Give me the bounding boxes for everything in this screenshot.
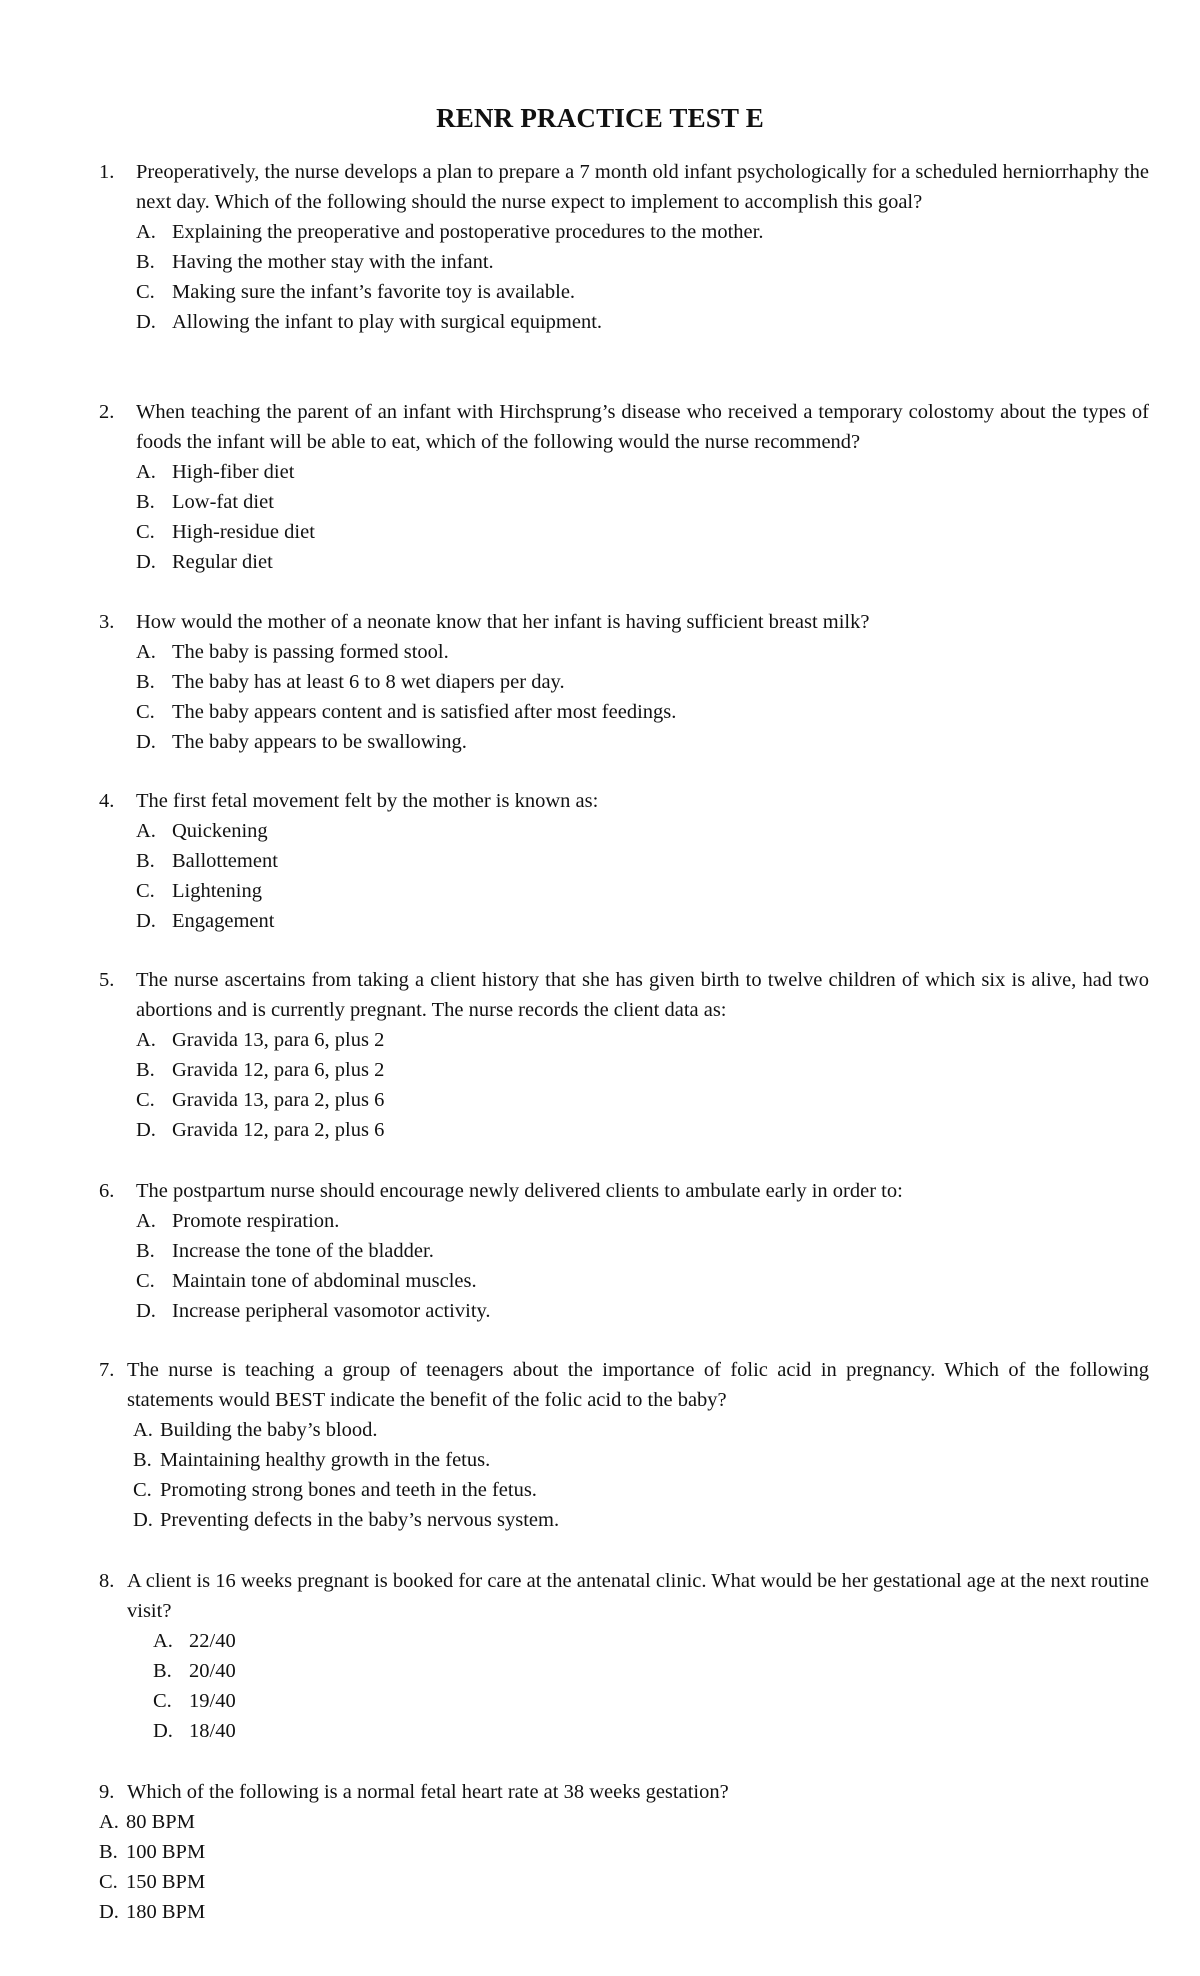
question-stem — [99, 1777, 1149, 1807]
option-text: 19/40 — [189, 1690, 236, 1712]
option-text: High-fiber diet — [172, 461, 295, 483]
question-4 — [99, 786, 1149, 936]
option-letter: B. — [153, 1660, 172, 1682]
option-a[interactable] — [99, 1206, 1149, 1236]
option-a[interactable] — [99, 1626, 1149, 1656]
question-number: 8. — [99, 1570, 115, 1592]
question-number: 2. — [99, 401, 115, 423]
option-letter: A. — [153, 1630, 173, 1652]
option-text: Gravida 13, para 2, plus 6 — [172, 1089, 385, 1111]
option-d[interactable] — [99, 547, 1149, 577]
question-stem — [99, 1566, 1149, 1626]
question-text: The first fetal movement felt by the mother is known as: — [136, 790, 599, 812]
option-letter: A. — [133, 1419, 153, 1441]
option-letter: C. — [136, 880, 155, 902]
option-c[interactable] — [99, 1686, 1149, 1716]
option-letter: C. — [133, 1479, 152, 1501]
option-c[interactable] — [99, 1085, 1149, 1115]
option-text: 18/40 — [189, 1720, 236, 1742]
question-stem — [99, 397, 1149, 457]
option-text: Gravida 12, para 2, plus 6 — [172, 1119, 385, 1141]
option-a[interactable] — [99, 457, 1149, 487]
option-letter: A. — [99, 1811, 119, 1833]
option-letter: B. — [136, 1240, 155, 1262]
question-1 — [99, 157, 1149, 337]
question-stem — [99, 1355, 1149, 1415]
option-text: The baby is passing formed stool. — [172, 641, 449, 663]
option-letter: C. — [136, 701, 155, 723]
option-letter: C. — [136, 521, 155, 543]
option-text: Increase peripheral vasomotor activity. — [172, 1300, 491, 1322]
option-b[interactable] — [99, 1656, 1149, 1686]
question-text: The postpartum nurse should encourage newly delivered clients to ambulate early in order to: — [136, 1180, 903, 1202]
option-text: Building the baby’s blood. — [160, 1419, 378, 1441]
option-letter: D. — [133, 1509, 153, 1531]
option-text: Lightening — [172, 880, 262, 902]
question-stem — [99, 157, 1149, 217]
option-d[interactable] — [99, 1716, 1149, 1746]
option-a[interactable] — [99, 637, 1149, 667]
option-letter: D. — [136, 311, 156, 333]
option-d[interactable] — [99, 1115, 1149, 1145]
page-title: RENR PRACTICE TEST E — [436, 103, 764, 133]
option-text: Making sure the infant’s favorite toy is available. — [172, 281, 576, 303]
option-text: Allowing the infant to play with surgical equipment. — [172, 311, 603, 333]
option-c[interactable] — [99, 1867, 1149, 1897]
option-letter: B. — [133, 1449, 152, 1471]
option-letter: A. — [136, 1210, 156, 1232]
option-a[interactable] — [99, 217, 1149, 247]
option-text: Regular diet — [172, 551, 273, 573]
option-letter: D. — [153, 1720, 173, 1742]
option-text: 80 BPM — [126, 1811, 195, 1833]
option-letter: D. — [136, 1119, 156, 1141]
question-number: 4. — [99, 790, 115, 812]
option-letter: B. — [136, 850, 155, 872]
question-text: A client is 16 weeks pregnant is booked for care at the antenatal clinic. What would be her gestational age at the next routine visit? — [127, 1570, 1149, 1622]
question-number: 1. — [99, 161, 115, 183]
option-letter: A. — [136, 1029, 156, 1051]
option-letter: C. — [99, 1871, 118, 1893]
question-number: 6. — [99, 1180, 115, 1202]
option-a[interactable] — [99, 1807, 1149, 1837]
question-number: 5. — [99, 969, 115, 991]
option-d[interactable] — [99, 1897, 1149, 1927]
option-letter: D. — [136, 551, 156, 573]
option-letter: A. — [136, 641, 156, 663]
option-text: Increase the tone of the bladder. — [172, 1240, 434, 1262]
option-d[interactable] — [99, 307, 1149, 337]
option-a[interactable] — [99, 1415, 1149, 1445]
option-a[interactable] — [99, 1025, 1149, 1055]
option-text: High-residue diet — [172, 521, 315, 543]
option-c[interactable] — [99, 517, 1149, 547]
question-number: 3. — [99, 611, 115, 633]
option-b[interactable] — [99, 667, 1149, 697]
question-stem — [99, 1176, 1149, 1206]
option-c[interactable] — [99, 1266, 1149, 1296]
option-text: The baby has at least 6 to 8 wet diapers per day. — [172, 671, 565, 693]
option-text: Gravida 13, para 6, plus 2 — [172, 1029, 385, 1051]
question-8 — [99, 1566, 1149, 1746]
option-b[interactable] — [99, 487, 1149, 517]
option-text: Having the mother stay with the infant. — [172, 251, 494, 273]
question-text: The nurse is teaching a group of teenagers about the importance of folic acid in pregnancy. Which of the following statements would BEST indicate the benefit of the folic acid to the baby? — [127, 1359, 1149, 1411]
question-stem — [99, 965, 1149, 1025]
option-letter: B. — [99, 1841, 118, 1863]
question-number: 7. — [99, 1359, 115, 1381]
option-c[interactable] — [99, 1475, 1149, 1505]
question-text: How would the mother of a neonate know that her infant is having sufficient breast milk? — [136, 611, 870, 633]
question-text: When teaching the parent of an infant with Hirchsprung’s disease who received a temporary colostomy about the types of foods the infant will be able to eat, which of the following would the nurse recommend? — [136, 401, 1149, 453]
option-letter: B. — [136, 491, 155, 513]
question-9 — [99, 1777, 1149, 1927]
option-letter: D. — [99, 1901, 119, 1923]
option-d[interactable] — [99, 727, 1149, 757]
option-d[interactable] — [99, 906, 1149, 936]
question-text: The nurse ascertains from taking a client history that she has given birth to twelve children of which six is alive, had two abortions and is currently pregnant. The nurse records the client data as: — [136, 969, 1149, 1021]
option-d[interactable] — [99, 1296, 1149, 1326]
option-text: Explaining the preoperative and postoperative procedures to the mother. — [172, 221, 764, 243]
option-text: The baby appears to be swallowing. — [172, 731, 467, 753]
option-text: 22/40 — [189, 1630, 236, 1652]
question-stem — [99, 786, 1149, 816]
question-number: 9. — [99, 1781, 115, 1803]
option-c[interactable] — [99, 697, 1149, 727]
option-letter: C. — [136, 1089, 155, 1111]
option-a[interactable] — [99, 816, 1149, 846]
option-text: Maintain tone of abdominal muscles. — [172, 1270, 477, 1292]
option-text: The baby appears content and is satisfied after most feedings. — [172, 701, 677, 723]
question-text: Preoperatively, the nurse develops a plan to prepare a 7 month old infant psychologically for a scheduled herniorrhaphy the next day. Which of the following should the nurse expect to implement to accomplish this goal? — [136, 161, 1149, 213]
option-text: Promoting strong bones and teeth in the fetus. — [160, 1479, 537, 1501]
option-text: Quickening — [172, 820, 268, 842]
option-b[interactable] — [99, 846, 1149, 876]
option-letter: D. — [136, 1300, 156, 1322]
question-5 — [99, 965, 1149, 1145]
option-text: Promote respiration. — [172, 1210, 340, 1232]
option-text: Ballottement — [172, 850, 278, 872]
option-text: 20/40 — [189, 1660, 236, 1682]
question-2 — [99, 397, 1149, 577]
option-c[interactable] — [99, 277, 1149, 307]
option-b[interactable] — [99, 1236, 1149, 1266]
question-6 — [99, 1176, 1149, 1326]
option-letter: C. — [153, 1690, 172, 1712]
option-b[interactable] — [99, 1837, 1149, 1867]
option-letter: B. — [136, 671, 155, 693]
option-letter: B. — [136, 251, 155, 273]
option-letter: D. — [136, 731, 156, 753]
question-3 — [99, 607, 1149, 757]
option-letter: D. — [136, 910, 156, 932]
option-letter: B. — [136, 1059, 155, 1081]
option-text: Gravida 12, para 6, plus 2 — [172, 1059, 385, 1081]
option-letter: A. — [136, 221, 156, 243]
option-text: 100 BPM — [126, 1841, 206, 1863]
option-letter: A. — [136, 461, 156, 483]
question-text: Which of the following is a normal fetal heart rate at 38 weeks gestation? — [127, 1781, 729, 1803]
option-letter: C. — [136, 1270, 155, 1292]
option-letter: A. — [136, 820, 156, 842]
option-text: Low-fat diet — [172, 491, 274, 513]
question-7 — [99, 1355, 1149, 1535]
option-c[interactable] — [99, 876, 1149, 906]
option-text: Maintaining healthy growth in the fetus. — [160, 1449, 491, 1471]
option-letter: C. — [136, 281, 155, 303]
option-text: Engagement — [172, 910, 275, 932]
option-b[interactable] — [99, 1445, 1149, 1475]
option-text: 180 BPM — [126, 1901, 206, 1923]
option-d[interactable] — [99, 1505, 1149, 1535]
option-b[interactable] — [99, 1055, 1149, 1085]
option-text: Preventing defects in the baby’s nervous system. — [160, 1509, 560, 1531]
question-stem — [99, 607, 1149, 637]
option-b[interactable] — [99, 247, 1149, 277]
option-text: 150 BPM — [126, 1871, 206, 1893]
